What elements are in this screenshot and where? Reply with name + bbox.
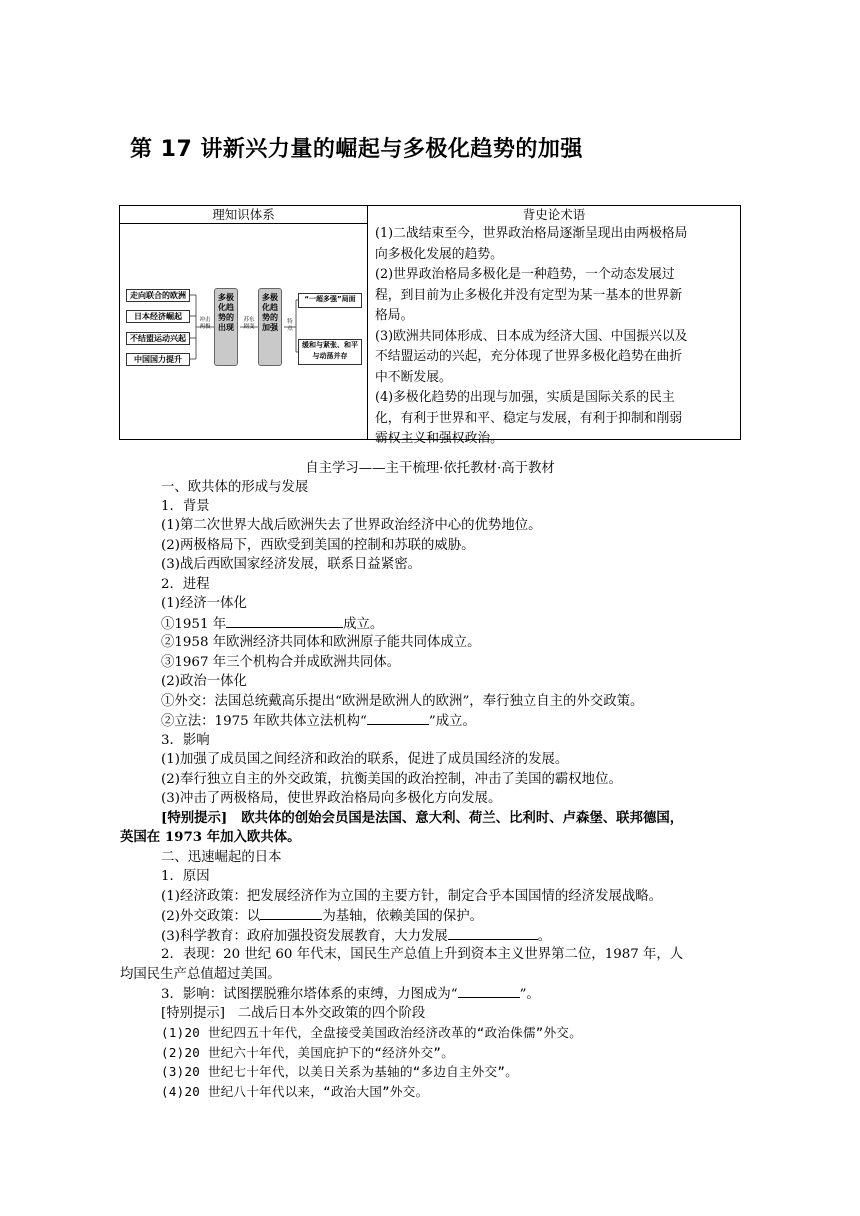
text-line: (1)20 世纪四五十年代，全盘接受美国政治经济改革的“政治侏儒”外交。 — [161, 1025, 583, 1040]
text-line: (3)20 世纪七十年代，以美日关系为基轴的“多边自主外交”。 — [161, 1064, 519, 1079]
diagram-left-item: 日本经济崛起 — [126, 310, 190, 323]
diagram-link-label: 苏东剧变 — [243, 317, 255, 330]
term-line: 向多极化发展的趋势。 — [375, 246, 503, 262]
diagram-left-item: 不结盟运动兴起 — [126, 332, 190, 345]
text-line: (1)经济一体化 — [161, 596, 247, 611]
term-line: (4)多极化趋势的出现与加强，实质是国际关系的民主 — [375, 390, 675, 405]
diagram-left-item: 中国国力提升 — [126, 353, 190, 366]
diagram-link-label: 特点 — [287, 319, 293, 332]
term-line: 化，有利于世界和平、稳定与发展，有利于抑制和削弱 — [375, 410, 683, 426]
term-line: (3)欧洲共同体形成、日本成为经济大国、中国振兴以及 — [375, 328, 688, 344]
text-line-with-blank: (2)外交政策：以 为基轴，依赖美国的保护。 — [161, 906, 483, 926]
tip-line: [特别提示] 欧共体的创始会员国是法国、意大利、荷兰、比利时、卢森堡、联邦德国， — [161, 810, 684, 826]
diagram-mid-box: 多极化趋势的加强 — [258, 288, 282, 366]
text-line: ③1967 年三个机构合并成欧洲共同体。 — [161, 655, 401, 670]
diagram-right-item: 缓和与紧张、和平与动荡并存 — [298, 339, 362, 365]
text-line: (2)奉行独立自主的外交政策，抗衡美国的政治控制，冲击了美国的霸权地位。 — [161, 772, 622, 787]
table-header-line — [120, 223, 367, 224]
fill-blank[interactable] — [226, 614, 343, 628]
text-line: 均国民生产总值超过美国。 — [120, 967, 281, 982]
diagram-link-label: 冲击两极 — [199, 317, 211, 330]
fill-blank[interactable] — [458, 984, 520, 998]
left-header: 理知识体系 — [212, 207, 275, 222]
tip-line: [特别提示] 二战后日本外交政策的四个阶段 — [161, 1006, 426, 1021]
text-line: (1)第二次世界大战后欧洲失去了世界政治经济中心的优势地位。 — [161, 518, 542, 533]
heading-2: 二、迅速崛起的日本 — [161, 850, 282, 865]
section-header: 自主学习——主干梳理·依托教材·高于教材 — [305, 461, 555, 476]
subheading: 1．背景 — [161, 499, 210, 514]
term-line: (1)二战结束至今，世界政治格局逐渐呈现出由两极格局 — [375, 226, 688, 241]
text-line: ①外交：法国总统戴高乐提出“欧洲是欧洲人的欧洲”，奉行独立自主的外交政策。 — [161, 694, 644, 709]
fill-blank[interactable] — [448, 926, 538, 940]
term-line: 不结盟运动的兴起，充分体现了世界多极化趋势在曲折 — [375, 349, 683, 364]
table-divider — [367, 206, 368, 439]
right-header: 背史论术语 — [522, 207, 586, 222]
page-title: 第 17 讲新兴力量的崛起与多极化趋势的加强 — [130, 137, 583, 162]
tip-line: 英国在 1973 年加入欧共体。 — [120, 829, 301, 845]
text-line: (3)冲击了两极格局，使世界政治格局向多极化方向发展。 — [161, 791, 502, 806]
diagram-left-item: 走向联合的欧洲 — [126, 289, 190, 302]
subheading: 2．进程 — [161, 577, 210, 592]
text-line-with-blank: ①1951 年 成立。 — [161, 614, 383, 634]
subheading: 1．原因 — [161, 869, 210, 884]
fill-blank[interactable] — [260, 906, 322, 920]
diagram-right-item: “一超多强”局面 — [298, 293, 362, 308]
text-line: (2)20 世纪六十年代，美国庇护下的“经济外交”。 — [161, 1045, 455, 1060]
text-line: (4)20 世纪八十年代以来，“政治大国”外交。 — [161, 1084, 429, 1099]
text-line: 2．表现：20 世纪 60 年代末，国民生产总值上升到资本主义世界第二位，1987 年，人 — [161, 947, 684, 962]
knowledge-diagram — [126, 266, 362, 386]
term-line: 霸权主义和强权政治。 — [375, 431, 503, 446]
term-line: 程，到目前为止多极化并没有定型为某一基本的世界新 — [375, 287, 683, 303]
knowledge-table — [119, 205, 741, 446]
text-line-with-blank: (3)科学教育：政府加强投资发展教育，大力发展 。 — [161, 926, 551, 946]
term-line: (2)世界政治格局多极化是一种趋势，一个动态发展过 — [375, 267, 675, 282]
diagram-mid-box: 多极化趋势的出现 — [214, 288, 238, 366]
text-line: (1)加强了成员国之间经济和政治的联系，促进了成员国经济的发展。 — [161, 752, 569, 767]
text-line: ②1958 年欧洲经济共同体和欧洲原子能共同体成立。 — [161, 635, 481, 650]
fill-blank[interactable] — [367, 711, 429, 725]
text-line-with-blank: ②立法：1975 年欧共体立法机构“ ”成立。 — [161, 711, 476, 731]
text-line-with-blank: 3．影响：试图摆脱雅尔塔体系的束缚，力图成为“ ”。 — [161, 984, 540, 1004]
text-line: (2)两极格局下，西欧受到美国的控制和苏联的威胁。 — [161, 538, 475, 553]
text-line: (2)政治一体化 — [161, 674, 247, 689]
text-line: (3)战后西欧国家经济发展，联系日益紧密。 — [161, 557, 421, 572]
subheading: 3．影响 — [161, 733, 210, 748]
term-line: 中不断发展。 — [375, 369, 452, 385]
text-line: (1)经济政策：把发展经济作为立国的主要方针，制定合乎本国国情的经济发展战略。 — [161, 889, 663, 904]
terms-list — [375, 224, 735, 450]
term-line: 格局。 — [375, 308, 414, 323]
heading-1: 一、欧共体的形成与发展 — [161, 480, 309, 495]
